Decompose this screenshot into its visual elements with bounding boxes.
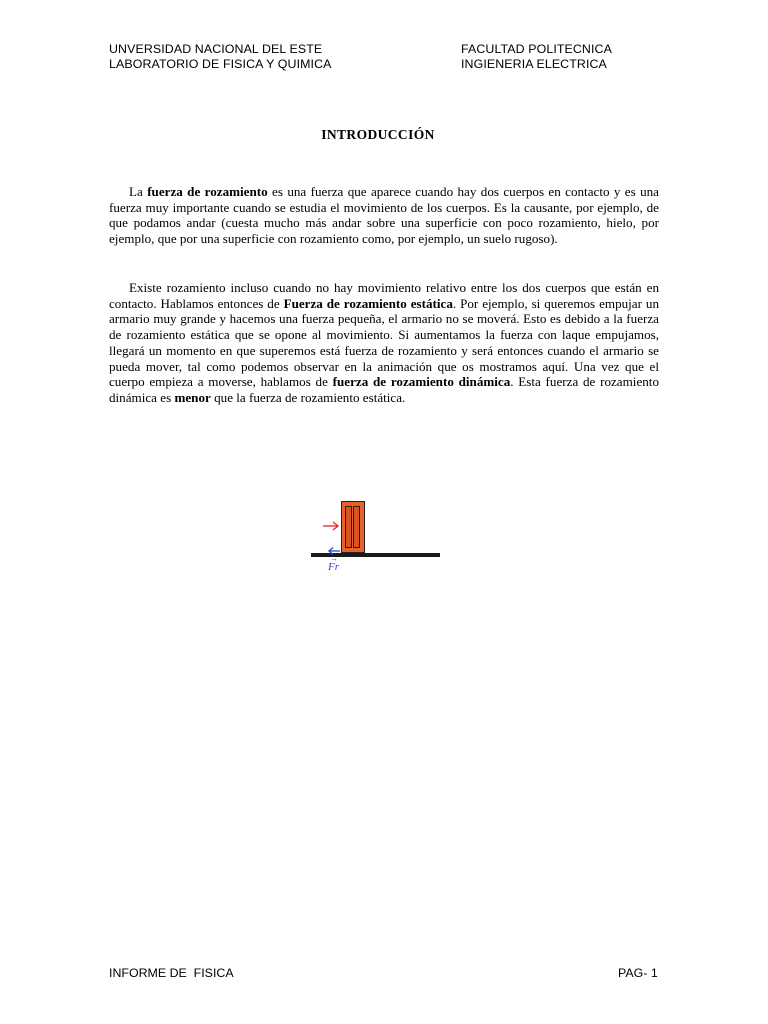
friction-label	[328, 554, 339, 573]
footer-page-number: PAG- 1	[618, 966, 658, 980]
friction-symbol: Fr	[328, 561, 339, 573]
paragraph-text: es una fuerza que aparece cuando hay dos cuerpos en contacto y es una fuerza muy importante cuando se estudia el movimiento de los cuerpos. Es la causante, por ejemplo, de que podamos andar (cuesta mucho más andar sobre una superficie con poco rozamiento, hielo, por ejemplo, que por una superficie con rozamiento como, por ejemplo, un suelo rugoso).	[109, 184, 659, 247]
university-name: UNVERSIDAD NACIONAL DEL ESTE	[109, 42, 323, 56]
page-title: INTRODUCCIÓN	[321, 127, 435, 142]
paragraph-static-friction	[109, 280, 659, 406]
wardrobe-door-right	[353, 506, 360, 548]
paragraph-text: que la fuerza de rozamiento estática.	[210, 389, 406, 405]
vector-arrow-icon: →	[330, 554, 338, 563]
laboratory-name: LABORATORIO DE FISICA Y QUIMICA	[109, 57, 332, 71]
header-right	[461, 42, 612, 72]
faculty-name: FACULTAD POLITECNICA	[461, 42, 612, 56]
header-left	[109, 42, 332, 72]
wardrobe-block	[341, 501, 365, 553]
bold-term: fuerza de rozamiento dinámica	[332, 374, 511, 390]
wardrobe-door-left	[345, 506, 352, 548]
department-name: INGIENERIA ELECTRICA	[461, 57, 607, 71]
bold-term: fuerza de rozamiento	[147, 184, 268, 199]
paragraph-text: Existe rozamiento incluso cuando no hay movimiento relativo entre los dos cuerpos que están en contacto. Hablamos entonces de	[109, 280, 659, 311]
bold-term: menor	[174, 389, 211, 405]
friction-animation-figure	[300, 495, 450, 585]
paragraph-intro	[109, 184, 659, 247]
paragraph-text: . Por ejemplo, si queremos empujar un armario muy grande y hacemos una fuerza pequeña, el armario no se moverá. Esto es debido a la fuerza de rozamiento estática que se opone al movimiento. Si aumentamos la fuerza con laque empujamos, llegará un momento en que superemos está fuerza de rozamiento y será entonces cuando el armario se pueda mover, tal como podemos observar en la animación que os mostramos aquí. Una vez que el cuerpo empieza a moverse, hablamos de	[109, 295, 659, 390]
paragraph-text: La	[129, 184, 148, 199]
bold-term: Fuerza de rozamiento estática	[283, 295, 453, 311]
footer-report-title: INFORME DE FISICA	[109, 966, 234, 980]
push-force-arrow-icon	[322, 520, 340, 532]
paragraph-text: . Esta fuerza de rozamiento dinámica es	[109, 374, 659, 405]
